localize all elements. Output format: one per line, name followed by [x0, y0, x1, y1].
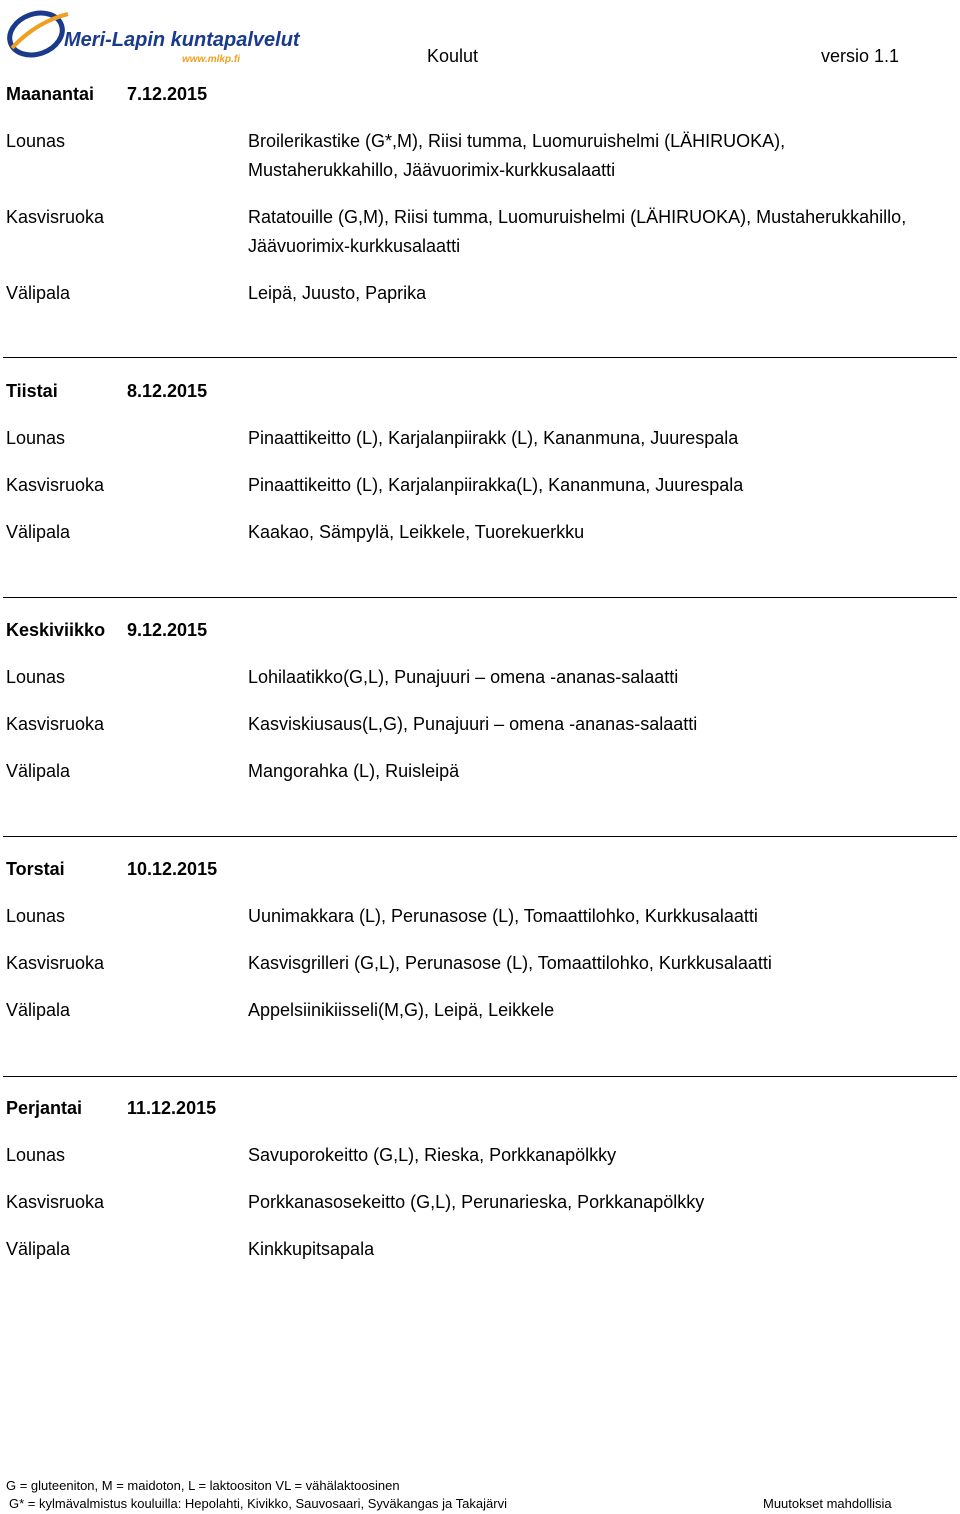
- footer-changes-note: Muutokset mahdollisia: [763, 1496, 892, 1511]
- meal-description: Kasvisgrilleri (G,L), Perunasose (L), Tomaattilohko, Kurkkusalaatti: [248, 953, 772, 973]
- footer-legend-cold-prep: G* = kylmävalmistus kouluilla: Hepolahti, Kivikko, Sauvosaari, Syväkangas ja Takajärvi: [9, 1496, 507, 1511]
- logo-swoosh-icon: [6, 4, 300, 66]
- meal-label: Kasvisruoka: [6, 714, 105, 734]
- day-header: [6, 859, 217, 880]
- meal-description: Kaakao, Sämpylä, Leikkele, Tuorekuerkku: [248, 522, 585, 542]
- day-date: 7.12.2015: [127, 84, 208, 104]
- meal-label: Välipala: [6, 1000, 71, 1020]
- meal-label: Välipala: [6, 522, 71, 542]
- day-header: [6, 1098, 216, 1119]
- meal-description: Leipä, Juusto, Paprika: [248, 283, 427, 303]
- meal-description: Mangorahka (L), Ruisleipä: [248, 761, 460, 781]
- section-divider: [3, 357, 957, 358]
- section-divider: [3, 1076, 957, 1077]
- meal-label: Kasvisruoka: [6, 1192, 105, 1212]
- day-date: 10.12.2015: [127, 859, 218, 879]
- day-header: [6, 84, 207, 105]
- section-divider: [3, 597, 957, 598]
- meal-label: Lounas: [6, 428, 66, 448]
- meal-description: Pinaattikeitto (L), Karjalanpiirakka(L), Kananmuna, Juurespala: [248, 475, 744, 495]
- meal-label: Lounas: [6, 667, 66, 687]
- day-date: 11.12.2015: [127, 1098, 217, 1118]
- day-date: 9.12.2015: [127, 620, 208, 640]
- day-name: Perjantai: [6, 1098, 83, 1118]
- meal-label: Lounas: [6, 131, 66, 151]
- meal-description: Broilerikastike (G*,M), Riisi tumma, Luomuruishelmi (LÄHIRUOKA), Mustaherukkahillo, Jäävuorimix-kurkkusalaatti: [248, 131, 786, 180]
- day-date: 8.12.2015: [127, 381, 208, 401]
- document-category: Koulut: [427, 46, 479, 66]
- meal-description: Appelsiinikiisseli(M,G), Leipä, Leikkele: [248, 1000, 555, 1020]
- day-name: Maanantai: [6, 84, 95, 104]
- meal-description: Kinkkupitsapala: [248, 1239, 375, 1259]
- day-name: Torstai: [6, 859, 65, 879]
- meal-label: Välipala: [6, 283, 71, 303]
- meal-description: Uunimakkara (L), Perunasose (L), Tomaattilohko, Kurkkusalaatti: [248, 906, 758, 926]
- meal-label: Kasvisruoka: [6, 953, 105, 973]
- meal-label: Lounas: [6, 1145, 66, 1165]
- meal-description: Savuporokeitto (G,L), Rieska, Porkkanapölkky: [248, 1145, 617, 1165]
- meal-description: Kasviskiusaus(L,G), Punajuuri – omena -ananas-salaatti: [248, 714, 698, 734]
- section-divider: [3, 836, 957, 837]
- meal-description: Pinaattikeitto (L), Karjalanpiirakk (L), Kananmuna, Juurespala: [248, 428, 739, 448]
- day-header: [6, 381, 207, 402]
- meal-description: Ratatouille (G,M), Riisi tumma, Luomuruishelmi (LÄHIRUOKA), Mustaherukkahillo, Jäävuorimix-kurkkusalaatti: [248, 207, 907, 256]
- footer-legend-abbreviations: G = gluteeniton, M = maidoton, L = laktoositon VL = vähälaktoosinen: [6, 1478, 400, 1493]
- meal-label: Kasvisruoka: [6, 475, 105, 495]
- meal-label: Välipala: [6, 761, 71, 781]
- version-label: versio 1.1: [821, 46, 900, 66]
- day-name: Keskiviikko: [6, 620, 106, 640]
- meal-label: Välipala: [6, 1239, 71, 1259]
- meal-label: Kasvisruoka: [6, 207, 105, 227]
- meal-description: Porkkanasosekeitto (G,L), Perunarieska, Porkkanapölkky: [248, 1192, 705, 1212]
- day-header: [6, 620, 207, 641]
- company-logo: [6, 4, 300, 66]
- meal-label: Lounas: [6, 906, 66, 926]
- logo-text: Meri-Lapin kuntapalvelut: [64, 29, 300, 51]
- day-name: Tiistai: [6, 381, 58, 401]
- logo-url: www.mlkp.fi: [182, 54, 240, 65]
- meal-description: Lohilaatikko(G,L), Punajuuri – omena -ananas-salaatti: [248, 667, 679, 687]
